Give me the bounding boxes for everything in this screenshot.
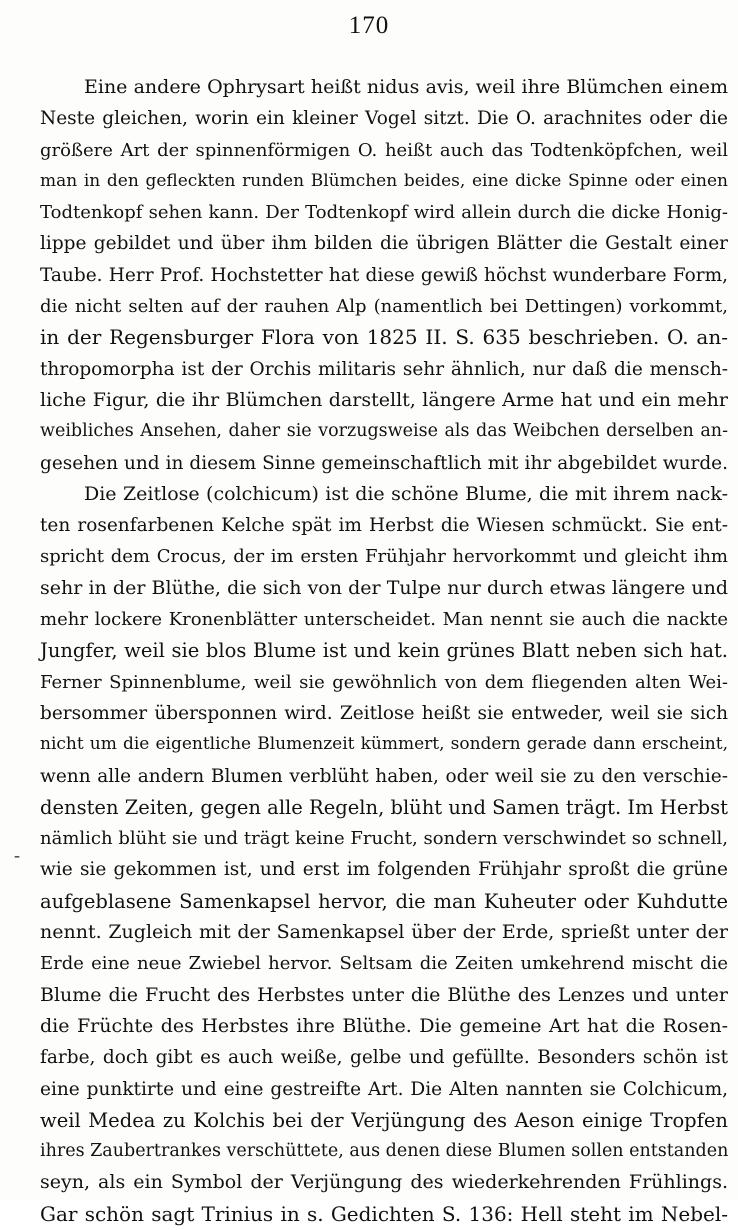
- text-line: Gar schön sagt Trinius in s. Gedichten S. 136: Hell steht im Nebel-: [40, 1201, 728, 1226]
- text-line: eine punktirte und eine gestreifte Art. Die Alten nannten sie Colchicum,: [40, 1078, 728, 1100]
- text-line: Neste gleichen, worin ein kleiner Vogel sitzt. Die O. arachnites oder die: [40, 108, 728, 130]
- text-line: ten rosenfarbenen Kelche spät im Herbst die Wiesen schmückt. Sie ent-: [40, 515, 728, 537]
- text-line: größere Art der spinnenförmigen O. heißt auch das Todtenköpfchen, weil: [40, 139, 728, 161]
- text-line: Todtenkopf sehen kann. Der Todtenkopf wird allein durch die dicke Honig-: [40, 202, 728, 224]
- text-line: Die Zeitlose (colchicum) ist die schöne Blume, die mit ihrem nack-: [84, 482, 728, 505]
- text-line: seyn, als ein Symbol der Verjüngung des wiederkehrenden Frühlings.: [40, 1171, 728, 1194]
- text-line: lippe gebildet und über ihm bilden die übrigen Blätter die Gestalt einer: [40, 233, 728, 255]
- text-line: Taube. Herr Prof. Hochstetter hat diese gewiß höchst wunderbare Form,: [40, 264, 728, 286]
- text-line: weil Medea zu Kolchis bei der Verjüngung des Aeson einige Tropfen: [40, 1108, 728, 1132]
- text-line: wie sie gekommen ist, und erst im folgenden Frühjahr sproßt die grüne: [40, 859, 728, 881]
- text-line: spricht dem Crocus, der im ersten Frühjahr hervorkommt und gleicht ihm: [40, 546, 728, 568]
- text-line: Ferner Spinnenblume, weil sie gewöhnlich von dem fliegenden alten Wei-: [40, 671, 728, 693]
- text-line: in der Regensburger Flora von 1825 II. S. 635 beschrieben. O. an-: [40, 325, 728, 350]
- text-line: nämlich blüht sie und trägt keine Frucht, sondern verschwindet so schnell,: [40, 828, 728, 850]
- text-line: die Früchte des Herbstes ihre Blüthe. Die gemeine Art hat die Rosen-: [40, 1014, 728, 1037]
- text-line: nicht um die eigentliche Blumenzeit kümmert, sondern gerade dann erscheint,: [40, 734, 728, 755]
- text-line: densten Zeiten, gegen alle Regeln, blüht und Samen trägt. Im Herbst: [40, 795, 728, 819]
- text-line: Erde eine neue Zwiebel hervor. Seltsam die Zeiten umkehrend mischt die: [40, 953, 728, 975]
- body-text: [40, 72, 728, 1230]
- text-line: nennt. Zugleich mit der Samenkapsel über der Erde, sprießt unter der: [40, 921, 728, 944]
- text-line: Blume die Frucht des Herbstes unter die Blüthe des Lenzes und unter: [40, 983, 728, 1006]
- text-line: sehr in der Blüthe, die sich von der Tulpe nur durch etwas längere und: [40, 576, 728, 599]
- text-line: ihres Zaubertrankes verschüttete, aus denen diese Blumen sollen entstanden: [40, 1141, 729, 1162]
- text-line: liche Figur, die ihr Blümchen darstellt, längere Arme hat und ein mehr: [40, 388, 728, 411]
- text-line: man in den gefleckten runden Blümchen beides, eine dicke Spinne oder einen: [40, 170, 728, 191]
- text-line: Eine andere Ophrysart heißt nidus avis, weil ihre Blümchen einem: [84, 76, 728, 98]
- margin-mark: -: [14, 845, 20, 865]
- text-line: mehr lockere Kronenblätter unterscheidet. Man nennt sie auch die nackte: [40, 609, 728, 631]
- text-line: weibliches Ansehen, daher sie vorzugsweise als das Weibchen derselben an-: [40, 421, 728, 442]
- text-line: aufgeblasene Samenkapsel hervor, die man Kuheuter oder Kuhdutte: [40, 889, 728, 913]
- text-line: farbe, doch gibt es auch weiße, gelbe und gefüllte. Besonders schön ist: [40, 1047, 728, 1069]
- text-line: wenn alle andern Blumen verblüht haben, oder weil sie zu den verschie-: [40, 765, 728, 787]
- text-line: Jungfer, weil sie blos Blume ist und kein grünes Blatt neben sich hat.: [40, 639, 728, 663]
- page-number: 170: [348, 12, 390, 39]
- text-line: die nicht selten auf der rauhen Alp (namentlich bei Dettingen) vorkommt,: [40, 296, 728, 318]
- text-line: thropomorpha ist der Orchis militaris sehr ähnlich, nur daß die mensch-: [40, 358, 728, 380]
- text-line: bersommer übersponnen wird. Zeitlose heißt sie entweder, weil sie sich: [40, 702, 728, 724]
- text-line: gesehen und in diesem Sinne gemeinschaftlich mit ihr abgebildet wurde.: [40, 452, 728, 474]
